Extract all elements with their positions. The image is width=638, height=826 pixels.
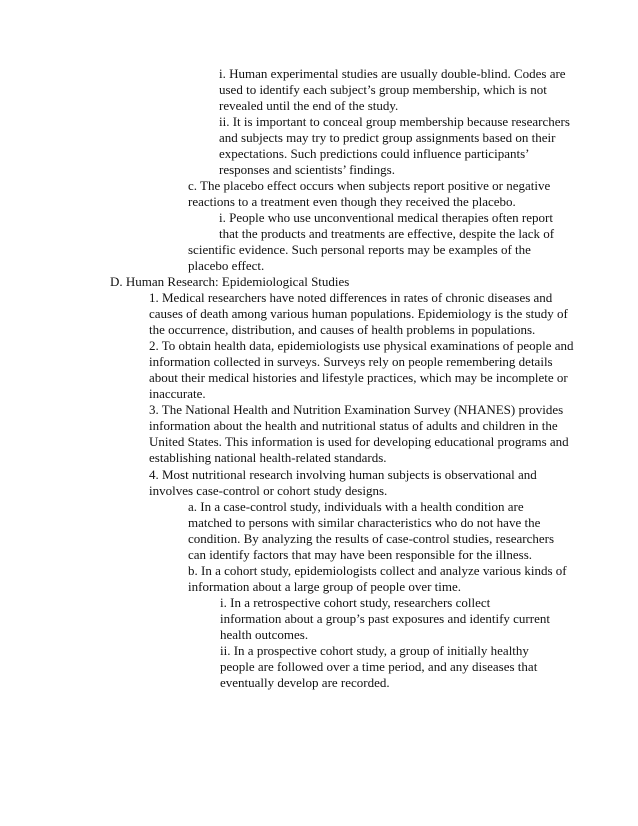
- text-line: information collected in surveys. Surveys rely on people remembering details: [149, 354, 553, 369]
- text-line: condition. By analyzing the results of case-control studies, researchers: [188, 531, 555, 546]
- text-line: and subjects may try to predict group assignments based on their: [219, 130, 556, 145]
- text-line: can identify factors that may have been responsible for the illness.: [188, 547, 533, 562]
- text-line: responses and scientists’ findings.: [219, 162, 395, 177]
- text-line: information about a group’s past exposures and identify current: [220, 611, 550, 626]
- text-line: inaccurate.: [149, 386, 206, 401]
- text-line: i. Human experimental studies are usually double-blind. Codes are: [219, 66, 566, 81]
- text-line: i. People who use unconventional medical therapies often report: [219, 210, 553, 225]
- text-line: used to identify each subject’s group membership, which is not: [219, 82, 547, 97]
- text-line: United States. This information is used for developing educational programs and: [149, 434, 569, 449]
- text-line: about their medical histories and lifestyle practices, which may be incomplete or: [149, 370, 568, 385]
- text-line: c. The placebo effect occurs when subjects report positive or negative: [188, 178, 551, 193]
- text-line: i. In a retrospective cohort study, researchers collect: [220, 595, 491, 610]
- text-line: scientific evidence. Such personal reports may be examples of the: [188, 242, 531, 257]
- text-line: causes of death among various human populations. Epidemiology is the study of: [149, 306, 568, 321]
- text-line: that the products and treatments are effective, despite the lack of: [219, 226, 555, 241]
- text-line: 3. The National Health and Nutrition Examination Survey (NHANES) provides: [149, 402, 564, 417]
- text-line: placebo effect.: [188, 258, 265, 273]
- text-line: 1. Medical researchers have noted differences in rates of chronic diseases and: [149, 290, 553, 305]
- text-line: people are followed over a time period, and any diseases that: [220, 659, 538, 674]
- text-line: establishing national health-related standards.: [149, 450, 387, 465]
- text-line: matched to persons with similar characteristics who do not have the: [188, 515, 541, 530]
- text-line: a. In a case-control study, individuals with a health condition are: [188, 499, 524, 514]
- text-line: expectations. Such predictions could influence participants’: [219, 146, 530, 161]
- text-line: health outcomes.: [220, 627, 309, 642]
- text-line: revealed until the end of the study.: [219, 98, 399, 113]
- text-line: reactions to a treatment even though they received the placebo.: [188, 194, 516, 209]
- text-line: ii. In a prospective cohort study, a group of initially healthy: [220, 643, 529, 658]
- text-line: information about a large group of people over time.: [188, 579, 462, 594]
- text-line: information about the health and nutritional status of adults and children in the: [149, 418, 558, 433]
- text-line: involves case-control or cohort study designs.: [149, 483, 388, 498]
- text-line: 2. To obtain health data, epidemiologists use physical examinations of people and: [149, 338, 574, 353]
- text-line: 4. Most nutritional research involving human subjects is observational and: [149, 467, 537, 482]
- text-line: eventually develop are recorded.: [220, 675, 390, 690]
- text-line: b. In a cohort study, epidemiologists collect and analyze various kinds of: [188, 563, 567, 578]
- text-line: ii. It is important to conceal group membership because researchers: [219, 114, 570, 129]
- section-heading: D. Human Research: Epidemiological Studies: [110, 274, 350, 289]
- text-line: the occurrence, distribution, and causes of health problems in populations.: [149, 322, 536, 337]
